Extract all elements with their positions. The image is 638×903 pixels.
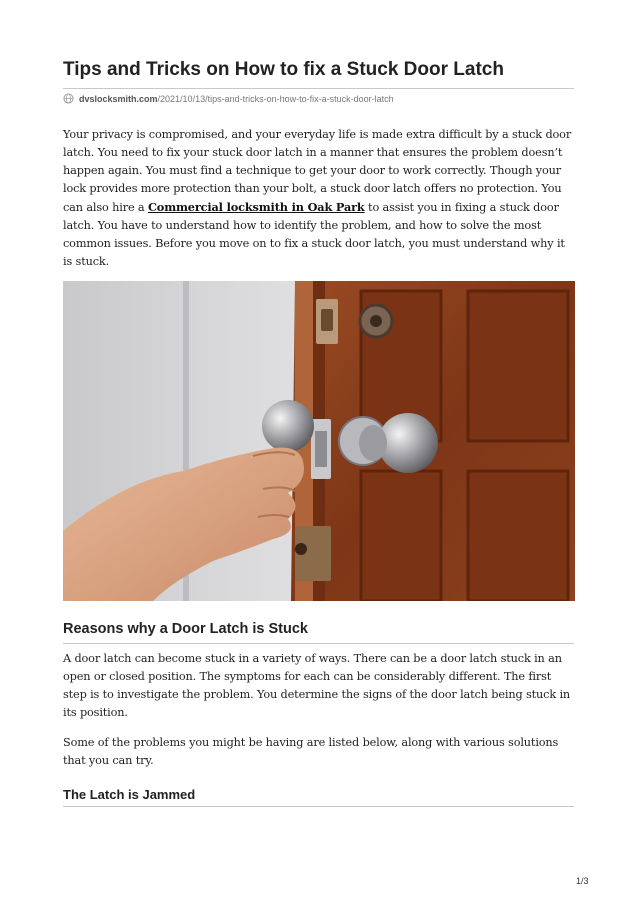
section-divider <box>63 643 574 644</box>
intro-text-end: to assist you in fixing a stuck door latch. You have to understand how to identify the problem, and how to solve the most common issues. Before you move on to fix a stuck door latch, you must understand why it is stuck. <box>63 201 565 268</box>
page-number: 1/3 <box>576 876 589 886</box>
source-url[interactable] <box>63 93 394 104</box>
intro-paragraph <box>63 126 577 271</box>
subheading-divider <box>63 806 574 807</box>
source-path: /2021/10/13/tips-and-tricks-on-how-to-fix-a-stuck-door-latch <box>157 93 394 104</box>
door-knob-illustration <box>63 281 575 601</box>
section-heading: Reasons why a Door Latch is Stuck <box>63 621 308 637</box>
section-paragraph-1: A door latch can become stuck in a variety of ways. There can be a door latch stuck in an open or closed position. The symptoms for each can be considerably different. The first step is to investigate the problem. You determine the signs of the door latch being stuck in its position. <box>63 652 571 719</box>
commercial-locksmith-link[interactable]: Commercial locksmith in Oak Park <box>147 200 365 214</box>
subheading: The Latch is Jammed <box>63 787 196 802</box>
title-divider <box>63 88 574 89</box>
source-domain: dvslocksmith.com <box>79 93 158 104</box>
globe-icon <box>63 93 74 104</box>
page-title: Tips and Tricks on How to fix a Stuck Door Latch <box>63 59 504 80</box>
intro-text-start: Your privacy is compromised, and your everyday life is made extra difficult by a stuck door latch. You need to fix your stuck door latch in a manner that ensures the problem doesn’t happen again. You must find a technique to get your door to work correctly. Though your lock provides more protection than your bolt, a stuck door latch offers no protection. You can also hire a <box>63 128 572 214</box>
door-knob-photo <box>63 281 575 601</box>
section-paragraph-2: Some of the problems you might be having are listed below, along with various solutions that you can try. <box>63 736 559 767</box>
